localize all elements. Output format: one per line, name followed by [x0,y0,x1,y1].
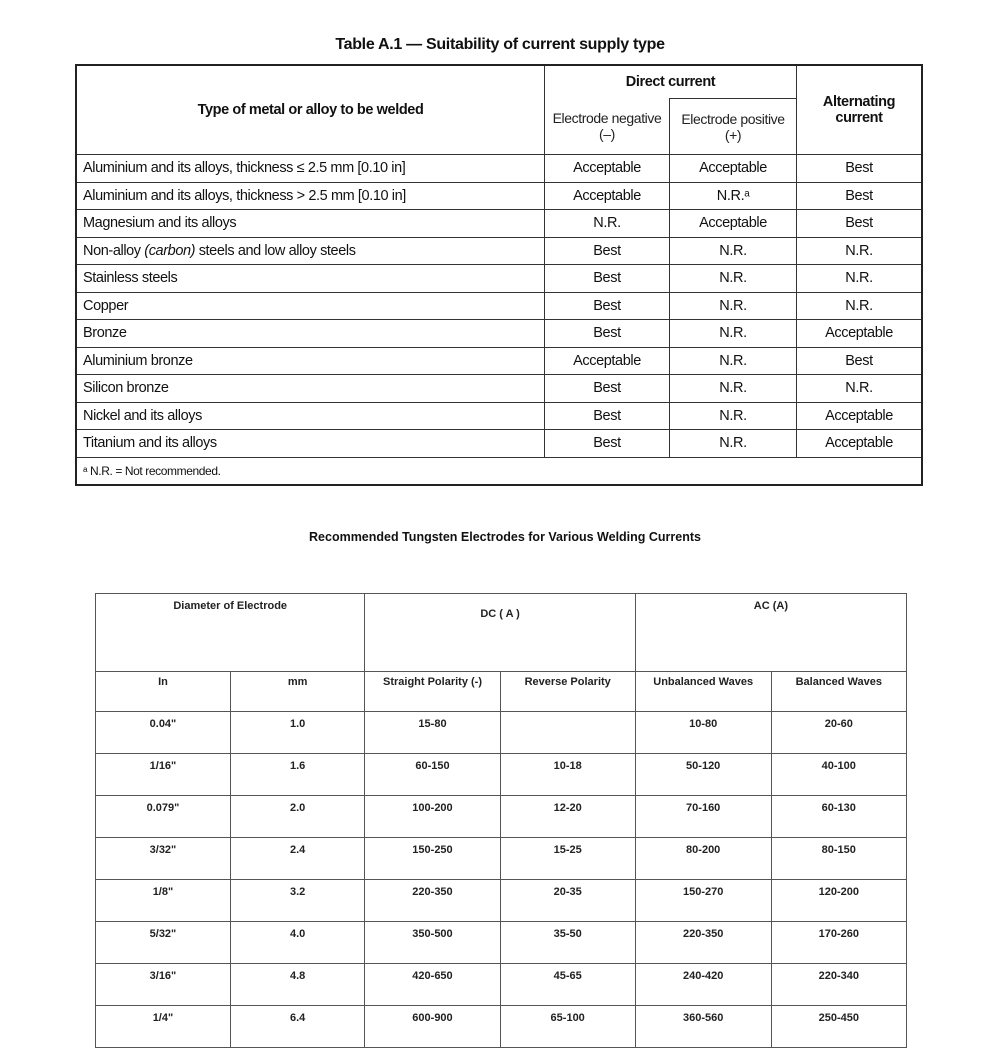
header-ac: AC (A) [635,594,906,672]
table-cell: N.R. [670,402,797,430]
table-cell: N.R. [670,347,797,375]
tungsten-electrode-table [95,593,907,1048]
table-row [96,1006,907,1048]
table-cell: Best [797,210,923,238]
table-cell: 250-450 [771,1006,906,1048]
table-row [76,210,922,238]
header-electrode-positive: Electrode positive (+) [670,99,797,155]
table-cell: 70-160 [635,796,771,838]
header-diameter: Diameter of Electrode [96,594,365,672]
header-unbalanced-waves: Unbalanced Waves [635,672,771,712]
current-suitability-table [75,64,923,486]
table-cell: 15-25 [500,838,635,880]
header-direct-current: Direct current [545,65,797,99]
table-cell: 170-260 [771,922,906,964]
table-cell: Acceptable [670,155,797,183]
table-cell: Best [545,237,670,265]
table-row [96,712,907,754]
table-cell: 220-350 [365,880,500,922]
table-row [76,292,922,320]
carbon-emphasis: (carbon) [144,242,196,259]
table-cell: 15-80 [365,712,500,754]
table-cell: Best [797,155,923,183]
table-cell: 0.079" [96,796,231,838]
table-cell: Bronze [76,320,545,348]
table-cell: 1.0 [230,712,365,754]
header-straight-polarity: Straight Polarity (-) [365,672,500,712]
table-cell: 12-20 [500,796,635,838]
table-row [96,922,907,964]
table-cell: N.R. [670,292,797,320]
table2-title: Recommended Tungsten Electrodes for Various Welding Currents [309,530,701,544]
table-cell: 4.0 [230,922,365,964]
table-cell: Acceptable [797,430,923,458]
table-cell: 50-120 [635,754,771,796]
table-row [76,155,922,183]
table-cell: 80-150 [771,838,906,880]
table-cell: Best [545,402,670,430]
table-cell: 3.2 [230,880,365,922]
table-cell: Best [797,347,923,375]
header-mm: mm [230,672,365,712]
table-cell: 10-80 [635,712,771,754]
table-cell: 350-500 [365,922,500,964]
table-row [76,347,922,375]
table-cell: Best [545,265,670,293]
table-cell: Best [797,182,923,210]
table-row [76,265,922,293]
table-cell: 360-560 [635,1006,771,1048]
table-cell: N.R.ᵃ [670,182,797,210]
table-cell: N.R. [797,265,923,293]
table-row [76,237,922,265]
table-cell: 35-50 [500,922,635,964]
table-cell: 2.0 [230,796,365,838]
table-cell: Acceptable [545,155,670,183]
table-cell: 1/16" [96,754,231,796]
table-cell: Acceptable [670,210,797,238]
table-cell: Aluminium bronze [76,347,545,375]
table-cell: Aluminium and its alloys, thickness ≤ 2.5 mm [0.10 in] [76,155,545,183]
table-cell: Aluminium and its alloys, thickness > 2.5 mm [0.10 in] [76,182,545,210]
table-cell: N.R. [670,375,797,403]
table-row [96,880,907,922]
table-cell: Best [545,292,670,320]
header-dc: DC ( A ) [365,594,635,672]
table-cell: Nickel and its alloys [76,402,545,430]
table-cell: Copper [76,292,545,320]
table-cell: 100-200 [365,796,500,838]
table-cell: Titanium and its alloys [76,430,545,458]
header-electrode-negative: Electrode negative (–) [545,99,670,155]
table-cell: Acceptable [545,347,670,375]
table-cell: 0.04" [96,712,231,754]
table-cell: 120-200 [771,880,906,922]
header-alternating-current: Alternating current [797,65,923,155]
table-cell: 80-200 [635,838,771,880]
table-cell: 6.4 [230,1006,365,1048]
table-cell: 60-150 [365,754,500,796]
table-row [76,320,922,348]
header-metal: Type of metal or alloy to be welded [76,65,545,155]
table-row [96,796,907,838]
table-cell: Acceptable [797,320,923,348]
table-cell: 600-900 [365,1006,500,1048]
table-cell: N.R. [545,210,670,238]
table-cell: 2.4 [230,838,365,880]
table-cell: 3/32" [96,838,231,880]
table-cell: Stainless steels [76,265,545,293]
table-row [76,402,922,430]
table-cell: N.R. [670,237,797,265]
table-cell: N.R. [670,320,797,348]
table-cell: 20-35 [500,880,635,922]
header-in: In [96,672,231,712]
table-cell: 10-18 [500,754,635,796]
table-cell: 60-130 [771,796,906,838]
table-cell: N.R. [670,265,797,293]
table-row [76,430,922,458]
table-cell: Non-alloy (carbon) steels and low alloy steels [76,237,545,265]
table-row [76,375,922,403]
table-cell: N.R. [797,237,923,265]
table-cell: 3/16" [96,964,231,1006]
table-cell: 240-420 [635,964,771,1006]
table1-title: Table A.1 — Suitability of current supply type [335,36,665,53]
table-cell: N.R. [797,375,923,403]
table-cell: N.R. [670,430,797,458]
table-cell: 40-100 [771,754,906,796]
footnote: ᵃ N.R. = Not recommended. [76,457,922,485]
table-row [76,182,922,210]
table-cell: Magnesium and its alloys [76,210,545,238]
table-row [96,838,907,880]
table-cell: 1.6 [230,754,365,796]
table-cell: 4.8 [230,964,365,1006]
table-cell: Acceptable [545,182,670,210]
table-cell: 5/32" [96,922,231,964]
table-cell: Best [545,430,670,458]
table-cell: 45-65 [500,964,635,1006]
table-cell: 220-350 [635,922,771,964]
table-cell: Silicon bronze [76,375,545,403]
table-cell: 150-250 [365,838,500,880]
table-cell: 420-650 [365,964,500,1006]
table-cell: Best [545,320,670,348]
table-cell [500,712,635,754]
table-cell: 20-60 [771,712,906,754]
header-reverse-polarity: Reverse Polarity [500,672,635,712]
table-cell: 220-340 [771,964,906,1006]
table-cell: 150-270 [635,880,771,922]
table-cell: Acceptable [797,402,923,430]
table-cell: Best [545,375,670,403]
table-cell: N.R. [797,292,923,320]
table-cell: 1/4" [96,1006,231,1048]
table-cell: 65-100 [500,1006,635,1048]
table-row [96,754,907,796]
table-cell: 1/8" [96,880,231,922]
header-balanced-waves: Balanced Waves [771,672,906,712]
table-row [96,964,907,1006]
